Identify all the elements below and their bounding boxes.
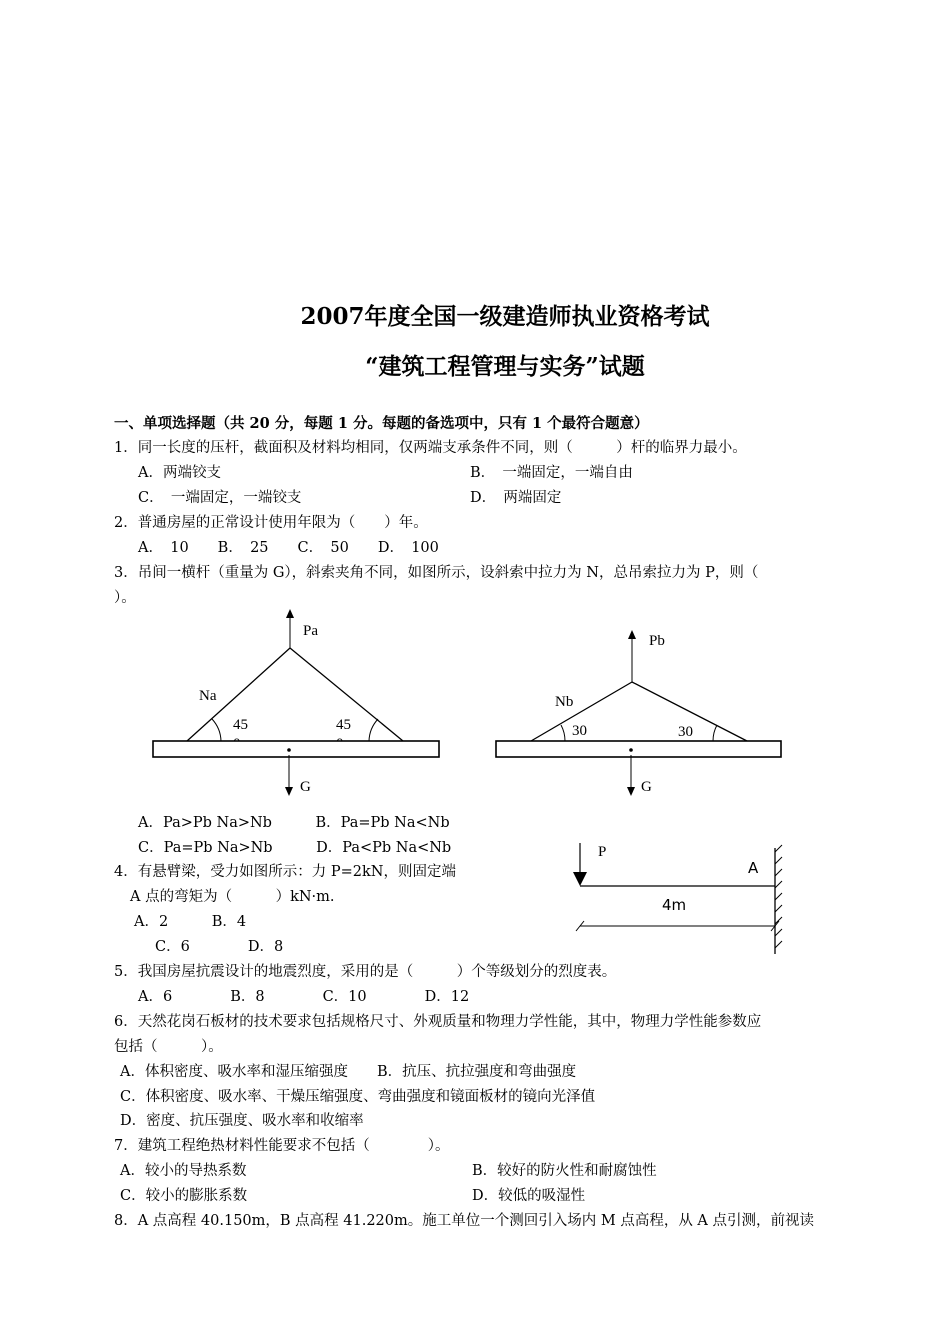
fig-q4-length-label: 4m	[662, 896, 687, 914]
q6-option-d: D．密度、抗压强度、吸水率和收缩率	[120, 1113, 364, 1129]
fig-right-weight-label: G	[641, 779, 652, 795]
q5-options: A．6 B．8 C．10 D．12	[138, 989, 470, 1005]
q1-stem: 1．同一长度的压杆，截面积及材料均相同，仅两端支承条件不同，则（ ）杆的临界力最小。	[114, 440, 747, 456]
page-subtitle: “建筑工程管理与实务”试题	[365, 353, 645, 380]
fig-left-weight-label: G	[300, 779, 311, 795]
q6-stem-line2: 包括（ ）。	[114, 1039, 223, 1055]
fig-right-angle-left-num: 30	[572, 723, 587, 739]
fig-left-rope-force-label: Na	[199, 688, 217, 704]
q1-option-b: B． 一端固定，一端自由	[470, 465, 633, 481]
q7-option-a: A．较小的导热系数	[120, 1163, 247, 1179]
q4-stem-line1: 4．有悬臂梁，受力如图所示：力 P=2kN，则固定端	[114, 864, 456, 880]
q2-options: A． 10 B． 25 C． 50 D． 100	[138, 540, 439, 556]
q7-stem: 7．建筑工程绝热材料性能要求不包括（ ）。	[114, 1138, 450, 1154]
q6-option-c: C．体积密度、吸水率、干燥压缩强度、弯曲强度和镜面板材的镜向光泽值	[120, 1089, 596, 1105]
q2-stem: 2．普通房屋的正常设计使用年限为（ ）年。	[114, 515, 428, 531]
fig-left-angle-right-num: 45	[336, 717, 351, 733]
q7-option-b: B．较好的防火性和耐腐蚀性	[472, 1163, 657, 1179]
fig-left-angle-left-num: 45	[233, 717, 248, 733]
q3-figure-left	[150, 605, 450, 805]
page-title: 2007年度全国一级建造师执业资格考试	[300, 303, 710, 330]
q6-options-ab: A．体积密度、吸水率和湿压缩强度 B．抗压、抗拉强度和弯曲强度	[120, 1064, 577, 1080]
q4-options-cd: C．6 D．8	[155, 939, 284, 955]
q6-stem-line1: 6．天然花岗石板材的技术要求包括规格尺寸、外观质量和物理力学性能，其中，物理力学性能参数应	[114, 1014, 762, 1030]
q3-figure-right	[494, 605, 794, 805]
q3-options-cd: C．Pa=Pb Na>Nb D．Pa<Pb Na<Nb	[138, 840, 452, 856]
q3-stem-line2: ）。	[114, 590, 136, 606]
q7-option-c: C．较小的膨胀系数	[120, 1188, 248, 1204]
fig-q4-support-label: A	[748, 859, 759, 877]
fig-left-top-force-label: Pa	[303, 623, 318, 639]
q3-options-ab: A．Pa>Pb Na>Nb B．Pa=Pb Na<Nb	[138, 815, 450, 831]
q5-stem: 5．我国房屋抗震设计的地震烈度，采用的是（ ）个等级划分的烈度表。	[114, 964, 617, 980]
q4-stem-line2: A 点的弯矩为（ ）kN·m.	[130, 889, 335, 905]
q1-option-d: D． 两端固定	[470, 490, 562, 506]
fig-right-rope-force-label: Nb	[555, 694, 574, 710]
fig-q4-force-label: P	[598, 844, 607, 860]
q1-option-a: A．两端铰支	[138, 465, 221, 481]
q8-stem: 8．A 点高程 40.150m，B 点高程 41.220m。施工单位一个测回引入场内 M 点高程，从 A 点引测，前视读	[114, 1213, 815, 1229]
q4-figure-cantilever	[568, 838, 798, 958]
q7-option-d: D．较低的吸湿性	[472, 1188, 586, 1204]
section-heading: 一、单项选择题（共 20 分，每题 1 分。每题的备选项中，只有 1 个最符合题意）	[114, 415, 649, 432]
q1-option-c: C． 一端固定，一端铰支	[138, 490, 302, 506]
fig-right-top-force-label: Pb	[649, 633, 665, 649]
fig-right-angle-right-num: 30	[678, 724, 693, 740]
q4-options-ab: A．2 B．4	[134, 914, 247, 930]
q3-stem-line1: 3．吊间一横杆（重量为 G），斜索夹角不同，如图所示，设斜索中拉力为 N，总吊索拉力为 P，则（	[114, 565, 759, 581]
